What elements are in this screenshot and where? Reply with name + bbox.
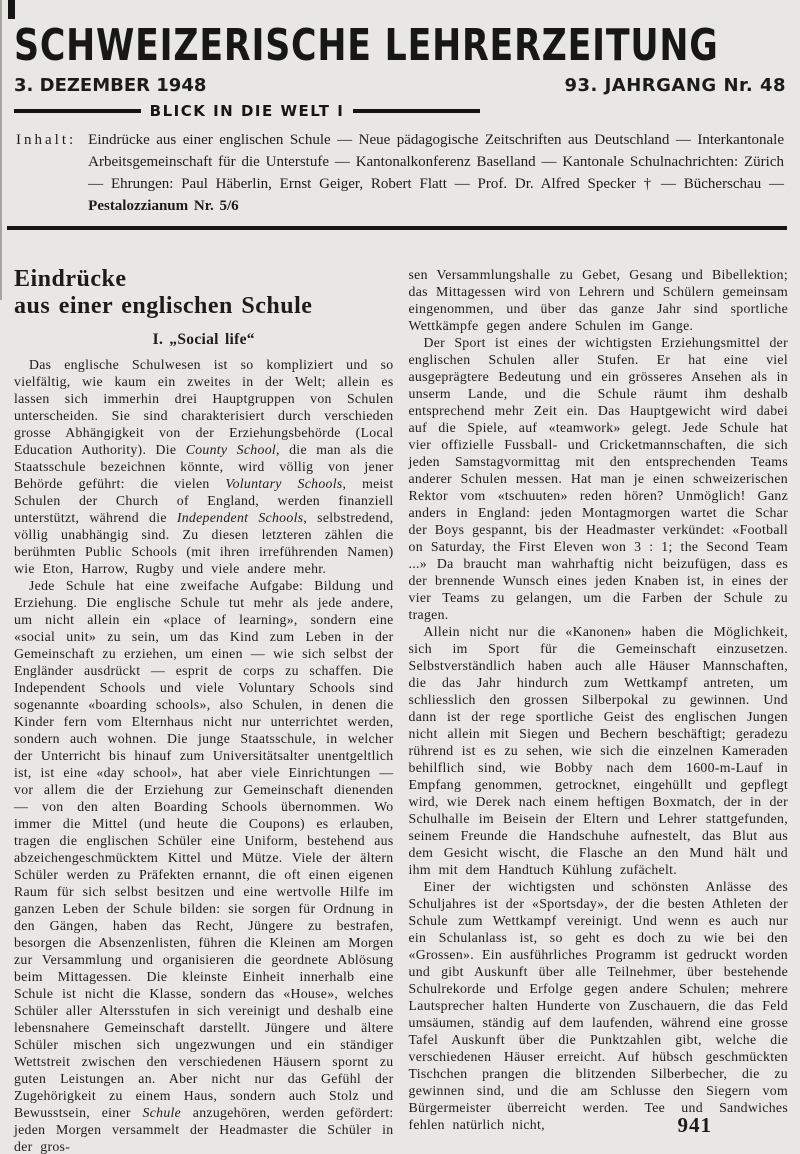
contents-label: Inhalt: xyxy=(16,132,77,148)
banner-rule-right xyxy=(353,109,480,113)
text-run: sen Versammlungshalle zu Gebet, Gesang und Bibellektion; das Mittagessen wird von Lehrern und Schülern gemeinsam eingenommen, und über das ganze Jahr sind sportliche Wettkämpfe gegen andere Schulen im Gange. xyxy=(408,267,788,333)
text-run: Independent Schools xyxy=(176,510,304,525)
article-paragraph xyxy=(409,266,789,334)
text-run: Das englische Schulwesen ist so kompliziert und so vielfältig, wie kaum ein zweites in der Welt; allein es lassen sich immerhin drei Hauptgruppen von Schulen unterscheiden. Sie sind charakterisiert durch verschieden grosse Abhängigkeit von der Erziehungsbehörde (Local Education Authority). Die xyxy=(14,357,394,457)
article-paragraph xyxy=(14,356,394,577)
article-paragraph xyxy=(409,878,789,1133)
article-paragraph xyxy=(14,577,394,1154)
contents-summary xyxy=(88,129,784,217)
article-paragraph xyxy=(409,334,789,623)
text-run: , die man als die Staatsschule bezeichnen könnte, wird völlig von jener Behörde geführt: die vielen xyxy=(14,442,394,491)
right-column-text xyxy=(409,266,789,1133)
text-run: Allein nicht nur die «Kanonen» haben die Möglichkeit, sich im Sport für die Gemeinschaft einzusetzen. Selbstverständlich haben auch alle Häuser Mannschaften, die das Jahr hindurch zum Wettkampf antreten, um schliesslich den grossen Silberpokal zu gewinnen. Und dann ist der rege sportliche Geist des englischen Jungen nicht allein mit Siegen und Bechern beschäftigt; geradezu rührend ist es zu sehen, wie sich die einzelnen Kameraden behilflich sind, wie Bobby nach dem 1600-m-Lauf in Empfang genommen, getrocknet, eingehüllt und gepflegt wird, wie Derek nach einem heftigen Boxmatch, der in der Schulhalle im Beisein der Eltern und Lehrer stattgefunden, seinem Freunde die Handschuhe aufnestelt, das Blut aus dem Gesicht wischt, die Flasche an den Mund hält und ihm mit dem Handtuch Kühlung zufächelt. xyxy=(408,624,788,877)
table-of-contents xyxy=(16,129,784,217)
text-run: Voluntary Schools xyxy=(225,476,343,491)
publication-title: SCHWEIZERISCHE LEHRERZEITUNG xyxy=(14,20,719,71)
text-run: Jede Schule hat eine zweifache Aufgabe: Bildung und Erziehung. Die englische Schule tut mehr als jede andere, um nicht allein ein «place of learning», sondern eine «social unit» zu sein, um das Kind zum Leben in der Gemeinschaft zu erziehen, um einen — wie sich selbst der Engländer ausdrückt — esprit de corps zu schaffen. Die Independent Schools und viele Voluntary Schools sind sogenannte «boarding schools», also Schulen, in denen die Kinder fern vom Elternhaus nicht nur unterrichtet werden, sondern auch wohnen. Die junge Staatsschule, in welcher der Unterricht bis hinauf zum Universitätsalter unentgeltlich ist, ist eine «day school», hat aber viele Einrichtungen — vor allem die der Erziehung zur Gemeinschaft dienenden — von den alten Boarding Schools übernommen. Wo immer die Mittel (und heute die Coupons) es erlauben, tragen die englischen Schüler eine Uniform, bestehend aus abzeichengeschmücktem Kittel und Mütze. Viele der ältern Schüler werden zu Präfekten ernannt, die oft einen eigenen Raum für sich selbst besitzen und eine wertvolle Hilfe im ganzen Leben der Schule bilden: sie sorgen für Ordnung in den Gängen, haben das Recht, Jüngere zu bestrafen, besorgen die Absenzenlisten, führen die Kleinen am Morgen zur Versammlung und organisieren die geordnete Ablösung beim Mittagessen. Die kleinste Einheit innerhalb eine Schule ist nicht die Klasse, sondern das «House», welches Schüler aller Altersstufen in sich vereinigt und deshalb eine lebensnahere Gemeinschaft darstellt. Jüngere und ältere Schüler mischen sich ungezwungen und ein ständiger Wettstreit zwischen den verschiedenen Häusern spornt zu guten Leistungen an. Aber nicht nur das Gefühl der Zugehörigkeit zu einem Haus, sondern auch Stolz und Bewusstsein, einer xyxy=(14,578,394,1120)
text-run: , meist Schulen der Church of England, werden finanziell unterstützt, während die xyxy=(14,476,394,525)
text-run: Pestalozzianum Nr. 5/6 xyxy=(88,198,239,214)
left-column-text xyxy=(14,356,394,1154)
date-row xyxy=(14,75,786,96)
text-run: Der Sport ist eines der wichtigsten Erziehungsmittel der englischen Schulen aller Stufen. Er hat eine viel ausgeprägtere Bedeutung und ein grösseres Ansehen als in unserm Lande, und die Schule räumt ihm deshalb entsprechend mehr Zeit ein. Das Hauptgewicht wird dabei auf die Spiele, auf «teamwork» gelegt. Jede Schule hat vier offizielle Fussball- und Cricketmannschaften, die sich jeden Samstagvormittag mit den entsprechenden Teams anderer Schulen messen. Hat man je einen schweizerischen Rektor vom «tschuuten» reden hören? Unmöglich! Ganz anders in England: jeden Montagmorgen wartet die Schar der Boys gespannt, bis der Headmaster verkündet: «Football on Saturday, the First Eleven won 3 : 1; the Second Team ...» Da braucht man wahrhaftig nicht beizufügen, dass es der brennende Wunsch eines jeden Knaben ist, in eines der vier Teams zu gelangen, um die Farben der Schule zu tragen. xyxy=(408,335,789,622)
scan-artifact-mark xyxy=(8,0,15,19)
text-run: , selbstredend, völlig unabhängig sind. Zu diesen letzteren zählen die berühmten Public Schools (mit ihren irreführenden Namen) wie Eton, Harrow, Rugby und viele andere mehr. xyxy=(14,510,394,576)
masthead xyxy=(14,20,786,230)
text-run: anzugehören, werden gefördert: jeden Morgen versammelt der Headmaster die Schüler in der gros- xyxy=(14,1105,394,1154)
banner-rule-left xyxy=(14,109,141,113)
text-run: Eindrücke aus einer englischen Schule — Neue pädagogische Zeitschriften aus Deutschland — Interkantonale Arbeitsgemeinschaft für die Unterstufe — Kantonalkonferenz Baselland — Kantonale Schulnachrichten: Zürich — Ehrungen: Paul Häberlin, Ernst Geiger, Robert Flatt — Prof. Dr. Alfred Specker † — Bücherschau — xyxy=(88,132,784,192)
section-banner xyxy=(14,102,480,120)
issue-date: 3. DEZEMBER 1948 xyxy=(14,75,207,96)
text-run: Schule xyxy=(142,1105,182,1120)
text-run: County School xyxy=(185,442,277,457)
article-title xyxy=(14,266,394,320)
header-divider-rule xyxy=(7,226,787,230)
scan-artifact-edge-line xyxy=(0,0,2,300)
text-run: Einer der wichtigsten und schönsten Anlässe des Schuljahres ist der «Sportsday», der die besten Athleten der Schule zum Wettkampf vereinigt. Und wenn es auch nur ein Schulanlass ist, so geht es doch zu wie bei den «Grossen». Ein ausführliches Programm ist gedruckt worden und gibt Auskunft über alle Teilnehmer, über bestehende Schulrekorde und Erfolge gegen andere Schulen; mehrere Lautsprecher halten Hunderte von Zuschauern, die das Feld umsäumen, ständig auf dem laufenden, während eine grosse Tafel Auskunft über die Punktzahlen gibt, welche die verschiedenen Häuser erreicht. Auf hübsch geschmückten Tischchen prangen die blitzenden Silberbecher, die zu gewinnen sind, und die am Schlusse den Siegern vom Bürgermeister überreicht werden. Tee und Sandwiches fehlen natürlich nicht, xyxy=(408,879,788,1132)
right-column xyxy=(409,266,789,1154)
article-paragraph xyxy=(409,623,789,878)
article-title-line2: aus einer englischen Schule xyxy=(14,293,313,319)
article-subtitle: I. „Social life“ xyxy=(152,331,255,348)
article-title-line1: Eindrücke xyxy=(14,266,127,292)
section-banner-title: BLICK IN DIE WELT I xyxy=(149,102,345,120)
page-number: 941 xyxy=(677,1113,712,1137)
issue-number: 93. JAHRGANG Nr. 48 xyxy=(564,75,786,96)
article-body xyxy=(14,266,788,1154)
left-column xyxy=(14,266,394,1154)
